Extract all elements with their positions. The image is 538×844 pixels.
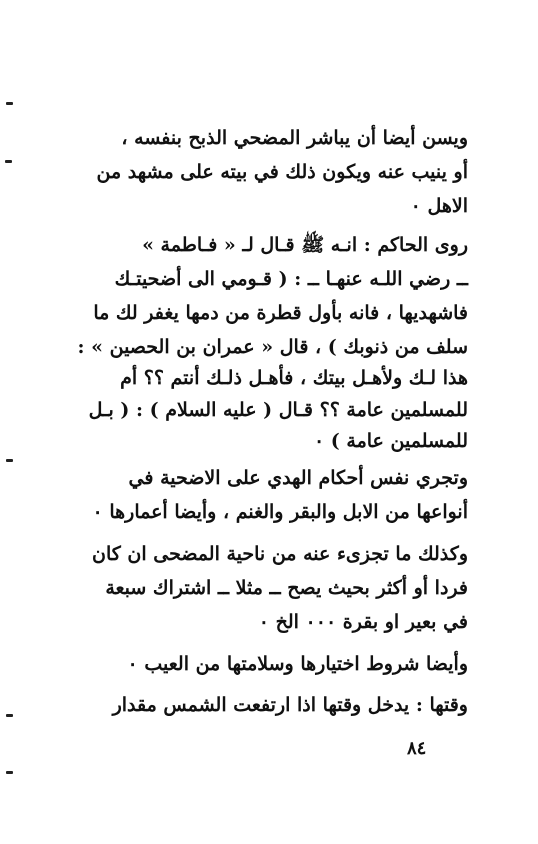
text-line: سلف من ذنوبك ) ، قال « عمران بن الحصين » : (77, 336, 468, 358)
text-line: وتجري نفس أحكام الهدي على الاضحية في (128, 467, 468, 489)
text-line: روى الحاكم : انـه ﷺ قـال لـ « فـاطمة » (142, 234, 468, 256)
text-line: ــ رضي اللـه عنهـا ــ : ( قـومي الى أضحيتـك (114, 268, 468, 290)
margin-mark (6, 459, 13, 462)
margin-mark (6, 771, 13, 774)
margin-mark (6, 714, 13, 717)
text-line: في بعير او بقرة ٠٠٠ الخ ٠ (258, 611, 468, 633)
text-line: ويسن أيضا أن يباشر المضحي الذبح بنفسه ، (121, 127, 468, 149)
text-line: فردا أو أكثر بحيث يصح ــ مثلا ــ اشتراك سبعة (105, 577, 468, 599)
text-line: أنواعها من الابل والبقر والغنم ، وأيضا أعمارها ٠ (92, 501, 468, 523)
margin-mark (6, 102, 13, 105)
text-line: الاهل ٠ (410, 195, 468, 217)
text-line: هذا لـك ولأهـل بيتك ، فأهـل ذلـك أنتم ؟؟ أم (120, 367, 468, 389)
margin-mark (5, 160, 12, 163)
text-line: وقتها : يدخل وقتها اذا ارتفعت الشمس مقدار (112, 694, 468, 716)
text-line: وكذلك ما تجزىء عنه من ناحية المضحى ان كان (91, 543, 468, 565)
page-number: ٨٤ (407, 738, 427, 759)
page-body-text (78, 0, 468, 730)
text-line: للمسلمين عامة ) ٠ (313, 430, 468, 452)
text-line: أو ينيب عنه ويكون ذلك في بيته على مشهد من (96, 161, 468, 183)
text-line: للمسلمين عامة ؟؟ قـال ( عليه السلام ) : ( بـل (88, 399, 468, 421)
text-line: وأيضا شروط اختيارها وسلامتها من العيب ٠ (127, 653, 468, 675)
text-line: فاشهديها ، فانه بأول قطرة من دمها يغفر لك ما (93, 302, 468, 324)
